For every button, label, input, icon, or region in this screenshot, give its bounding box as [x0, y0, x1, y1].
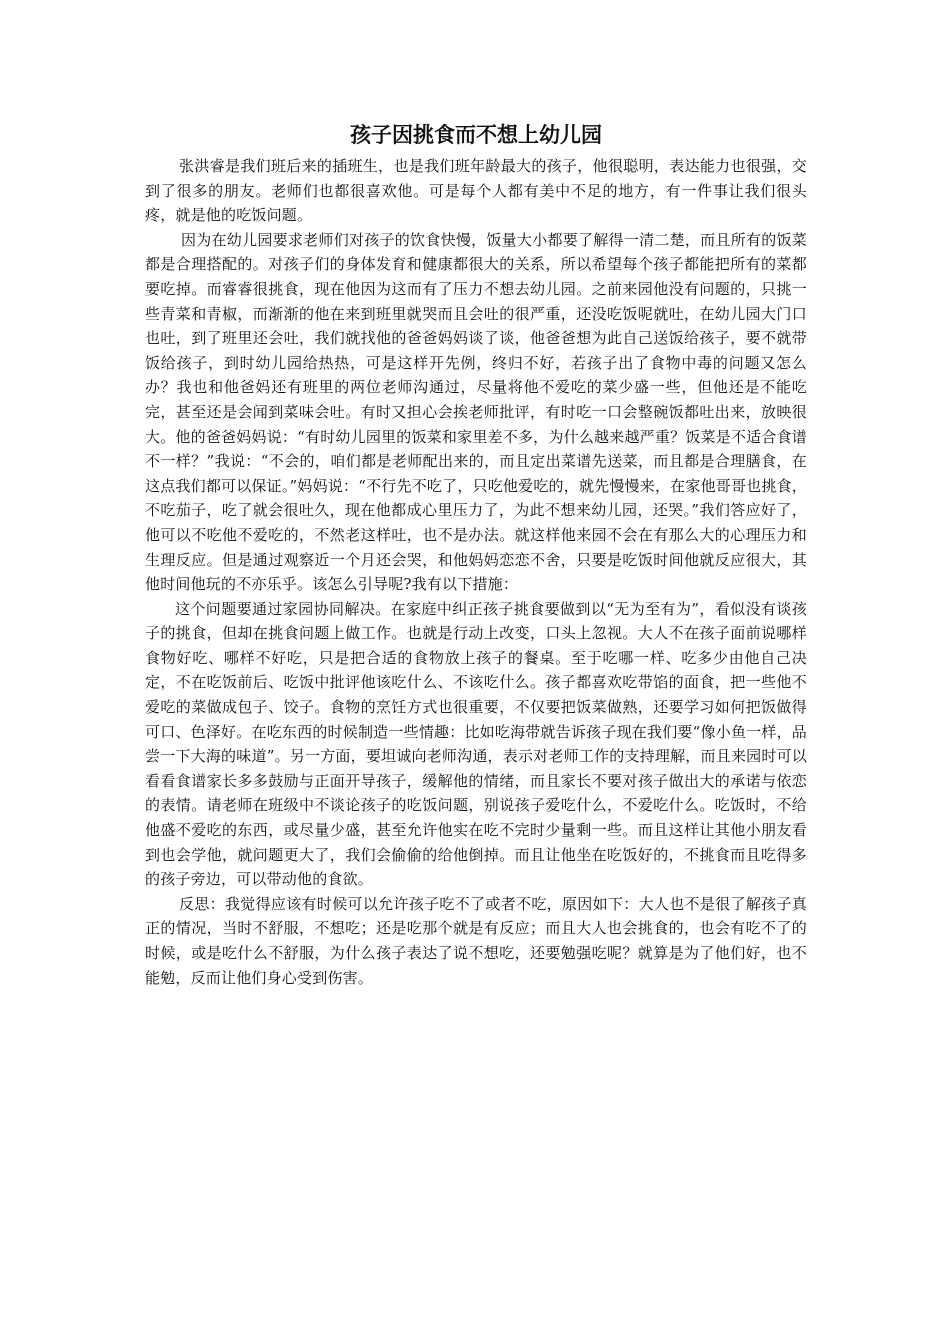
document-body: [145, 118, 807, 990]
paragraph-background: 因为在幼儿园要求老师们对孩子的饮食快慢，饭量大小都要了解得一清二楚，而且所有的饭菜都是合理搭配的。对孩子们的身体发育和健康都很大的关系，所以希望每个孩子都能把所有的菜都要吃掉。而睿睿很挑食，现在他因为这而有了压力不想去幼儿园。之前来园他没有问题的，只挑一些青菜和青椒，而渐渐的他在来到班里就哭而且会吐的很严重，还没吃饭呢就吐，在幼儿园大门口也吐，到了班里还会吐，我们就找他的爸爸妈妈谈了谈，他爸爸想为此自己送饭给孩子，要不就带饭给孩子，到时幼儿园给热热，可是这样开先例，终归不好，若孩子出了食物中毒的问题又怎么办？我也和他爸妈还有班里的两位老师沟通过，尽量将他不爱吃的菜少盛一些，但他还是不能吃完，甚至还是会闻到菜味会吐。有时又担心会挨老师批评，有时吃一口会整碗饭都吐出来，放映很大。他的爸爸妈妈说：“有时幼儿园里的饭菜和家里差不多，为什么越来越严重？饭菜是不适合食谱不一样？”我说：“不会的，咱们都是老师配出来的，而且定出菜谱先送菜，而且都是合理膳食，在这点我们都可以保证。”妈妈说：“不行先不吃了，只吃他爱吃的，就先慢慢来，在家他哥哥也挑食，不吃茄子，吃了就会很吐久，现在他都成心里压力了，为此不想来幼儿园，还哭。”我们答应好了，他可以不吃他不爱吃的，不然老这样吐，也不是办法。就这样他来园不会在有那么大的心理压力和生理反应。但是通过观察近一个月还会哭，和他妈妈恋恋不舍，只要是吃饭时间他就反应很大，其他时间他玩的不亦乐乎。该怎么引导呢?我有以下措施：: [145, 230, 807, 594]
paragraph-measures: 这个问题要通过家园协同解决。在家庭中纠正孩子挑食要做到以“无为至有为”，看似没有谈孩子的挑食，但却在挑食问题上做工作。也就是行动上改变，口头上忽视。大人不在孩子面前说哪样食物好吃、哪样不好吃，只是把合适的食物放上孩子的餐桌。至于吃哪一样、吃多少由他自己决定，不在吃饭前后、吃饭中批评他该吃什么、不该吃什么。孩子都喜欢吃带馅的面食，把一些他不爱吃的菜做成包子、饺子。食物的烹饪方式也很重要，不仅要把饭菜做熟，还要学习如何把饭做得可口、色泽好。在吃东西的时候制造一些情趣：比如吃海带就告诉孩子现在我们要“像小鱼一样，品尝一下大海的味道”。另一方面，要坦诚向老师沟通，表示对老师工作的支持理解，而且来园时可以看看食谱家长多多鼓励与正面开导孩子，缓解他的情绪，而且家长不要对孩子做出大的承诺与依恋的表情。请老师在班级中不谈论孩子的吃饭问题，别说孩子爱吃什么，不爱吃什么。吃饭时，不给他盛不爱吃的东西，或尽量少盛，甚至允许他实在吃不完时少量剩一些。而且这样让其他小朋友看到也会学他，就问题更大了，我们会偷偷的给他倒掉。而且让他坐在吃饭好的，不挑食而且吃得多的孩子旁边，可以带动他的食欲。: [145, 599, 807, 889]
paragraph-intro: 张洪睿是我们班后来的插班生，也是我们班年龄最大的孩子，他很聪明，表达能力也很强，交到了很多的朋友。老师们也都很喜欢他。可是每个人都有美中不足的地方，有一件事让我们很头疼，就是他的吃饭问题。: [145, 157, 807, 225]
document-title: 孩子因挑食而不想上幼儿园: [350, 123, 602, 147]
paragraph-reflection: 反思：我觉得应该有时候可以允许孩子吃不了或者不吃，原因如下：大人也不是很了解孩子真正的情况，当时不舒服，不想吃；还是吃那个就是有反应；而且大人也会挑食的，也会有吃不了的时候，或是吃什么不舒服，为什么孩子表达了说不想吃，还要勉强吃呢？就算是为了他们好，也不能勉，反而让他们身心受到伤害。: [145, 894, 807, 987]
